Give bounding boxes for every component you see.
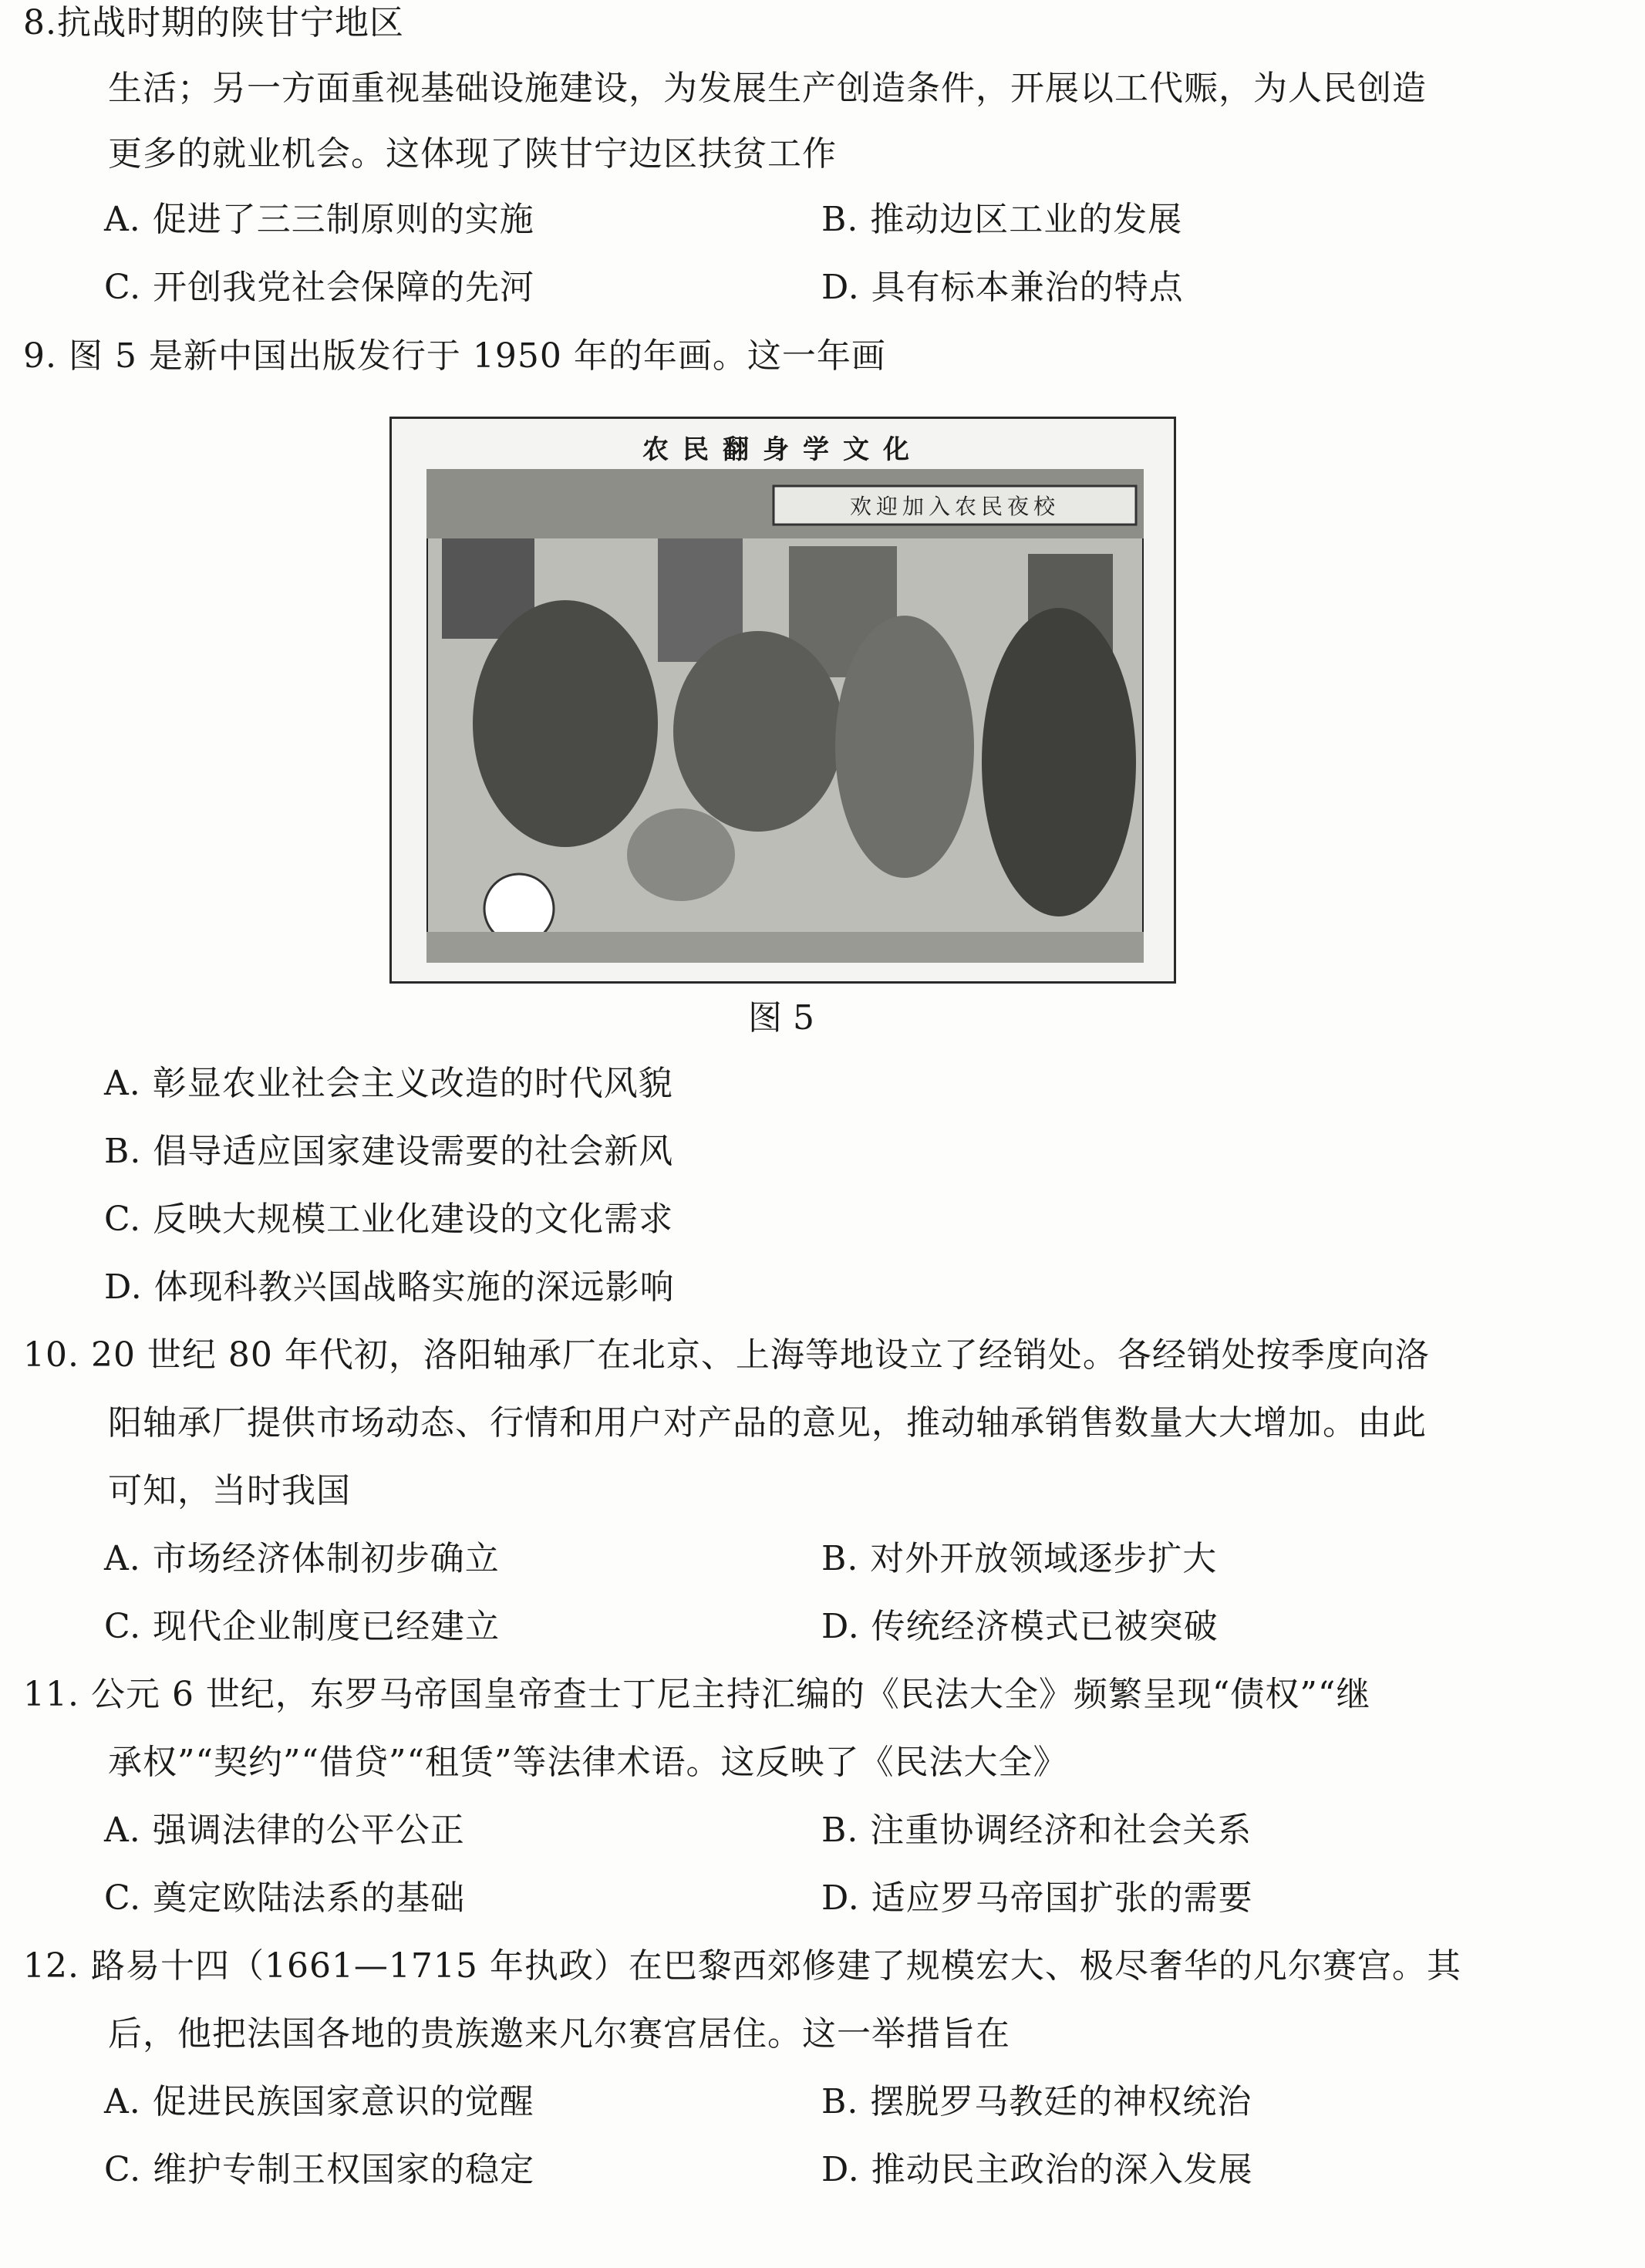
q8-option-d: D. 具有标本兼治的特点 — [821, 268, 1184, 307]
q9-option-c: C. 反映大规模工业化建设的文化需求 — [104, 1200, 674, 1239]
q9-option-b: B. 倡导适应国家建设需要的社会新风 — [104, 1132, 674, 1171]
q9-figure-title: 农民翻身学文化 — [642, 434, 923, 465]
q10-option-a: A. 市场经济体制初步确立 — [104, 1539, 500, 1578]
q10-line2: 阳轴承厂提供市场动态、行情和用户对产品的意见，推动轴承销售数量大大增加。由此 — [108, 1403, 1427, 1443]
q11-option-c: C. 奠定欧陆法系的基础 — [104, 1878, 466, 1918]
q10-option-c: C. 现代企业制度已经建立 — [104, 1607, 501, 1646]
q12-option-d: D. 推动民主政治的深入发展 — [821, 2150, 1253, 2189]
q10-option-b: B. 对外开放领域逐步扩大 — [821, 1539, 1218, 1578]
q11-option-d: D. 适应罗马帝国扩张的需要 — [821, 1878, 1253, 1918]
q10-line1: 10. 20 世纪 80 年代初，洛阳轴承厂在北京、上海等地设立了经销处。各经销处按季度向洛 — [23, 1335, 1430, 1375]
q8-option-a: A. 促进了三三制原则的实施 — [104, 200, 534, 239]
q12-option-a: A. 促进民族国家意识的觉醒 — [104, 2082, 534, 2121]
q8-line1: 生活；另一方面重视基础设施建设，为发展生产创造条件，开展以工代赈，为人民创造 — [108, 69, 1427, 108]
q9-figure-banner: 欢迎加入农民夜校 — [849, 494, 1060, 519]
q9-figure-caption: 图 5 — [748, 998, 814, 1038]
q11-option-a: A. 强调法律的公平公正 — [104, 1811, 465, 1850]
q9-figure-new-year-painting — [389, 417, 1176, 984]
q8-line2: 更多的就业机会。这体现了陕甘宁边区扶贫工作 — [108, 134, 837, 174]
q10-line3: 可知，当时我国 — [108, 1471, 351, 1510]
q12-option-c: C. 维护专制王权国家的稳定 — [104, 2150, 535, 2189]
q12-line2: 后，他把法国各地的贵族邀来凡尔赛宫居住。这一举措旨在 — [108, 2014, 1010, 2054]
q11-line2: 承权”“契约”“借贷”“租赁”等法律术语。这反映了《民法大全》 — [108, 1743, 1068, 1782]
q12-option-b: B. 摆脱罗马教廷的神权统治 — [821, 2082, 1252, 2121]
q8-header: 8.抗战时期的陕甘宁地区 — [23, 3, 404, 42]
q9-option-a: A. 彰显农业社会主义改造的时代风貌 — [104, 1064, 673, 1103]
q9-option-d: D. 体现科教兴国战略实施的深远影响 — [104, 1267, 675, 1307]
q11-line1: 11. 公元 6 世纪，东罗马帝国皇帝查士丁尼主持汇编的《民法大全》频繁呈现“债权”“继 — [23, 1675, 1371, 1714]
q12-line1: 12. 路易十四（1661—1715 年执政）在巴黎西郊修建了规模宏大、极尽奢华的凡尔赛宫。其 — [23, 1946, 1461, 1986]
q10-option-d: D. 传统经济模式已被突破 — [821, 1607, 1219, 1646]
q8-option-c: C. 开创我党社会保障的先河 — [104, 268, 535, 307]
q9-stem: 9. 图 5 是新中国出版发行于 1950 年的年画。这一年画 — [23, 336, 886, 376]
q8-option-b: B. 推动边区工业的发展 — [821, 200, 1183, 239]
q9-figure-illustration — [426, 469, 1144, 963]
q11-option-b: B. 注重协调经济和社会关系 — [821, 1811, 1252, 1850]
